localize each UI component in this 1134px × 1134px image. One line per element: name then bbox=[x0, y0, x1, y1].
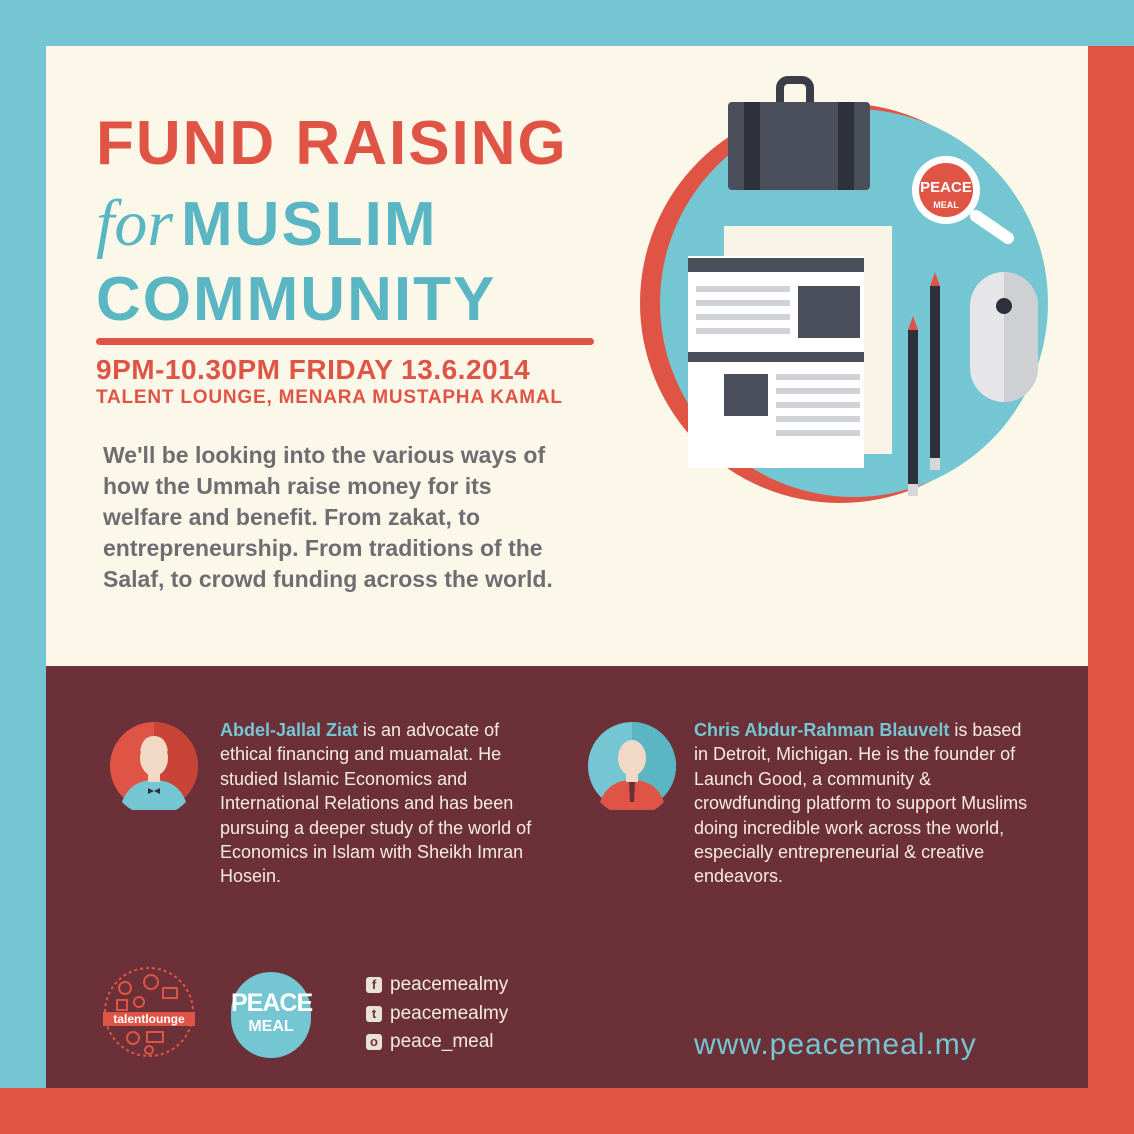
speaker-1-text: is an advocate of ethical financing and muamalat. He studied Islamic Economics and International Relations and has been pursuing a deeper study of the world of Economics in Islam with Sheikh Imran Hosein. bbox=[220, 720, 532, 887]
speaker-2-bio bbox=[694, 718, 1030, 889]
social-facebook[interactable] bbox=[366, 974, 508, 996]
speaker-1-bio bbox=[220, 718, 550, 889]
facebook-handle: peacemealmy bbox=[390, 974, 509, 995]
magnifier-badge-top: PEACE bbox=[920, 179, 972, 196]
newspaper-icon bbox=[688, 226, 892, 468]
office-illustration bbox=[640, 60, 1080, 530]
peace-meal-logo bbox=[231, 972, 311, 1058]
avatar-speaker-1 bbox=[110, 722, 198, 810]
twitter-handle: peacemealmy bbox=[390, 1003, 509, 1024]
event-datetime: 9PM-10.30PM FRIDAY 13.6.2014 bbox=[96, 354, 531, 385]
frame-left bbox=[0, 0, 46, 1088]
title-line-2 bbox=[96, 186, 438, 262]
facebook-icon: f bbox=[366, 977, 382, 993]
title-line-1: FUND RAISING bbox=[96, 109, 568, 178]
event-venue: TALENT LOUNGE, MENARA MUSTAPHA KAMAL bbox=[96, 387, 563, 408]
frame-top bbox=[0, 0, 1134, 46]
event-description: We'll be looking into the various ways of how the Ummah raise money for its welfare and benefit. From zakat, to entrepreneurship. From traditions of the Salaf, to crowd funding across the world. bbox=[103, 442, 553, 592]
peace-meal-logo-bottom: MEAL bbox=[248, 1018, 294, 1035]
title-underline bbox=[96, 338, 594, 345]
social-instagram[interactable] bbox=[366, 1031, 494, 1053]
frame-right bbox=[1088, 46, 1134, 1134]
magnifier-badge-bottom: MEAL bbox=[933, 200, 959, 210]
speaker-2-text: is based in Detroit, Michigan. He is the founder of Launch Good, a community & crowdfunding platform to support Muslims doing incredible work across the world, especially entrepreneurial & creative endeavors. bbox=[694, 720, 1028, 887]
twitter-icon: t bbox=[366, 1006, 382, 1022]
briefcase-icon bbox=[728, 80, 870, 190]
speaker-1-name: Abdel-Jallal Ziat bbox=[220, 720, 359, 740]
avatar-speaker-2 bbox=[588, 722, 676, 810]
title-for: for bbox=[96, 187, 174, 260]
social-twitter[interactable] bbox=[366, 1003, 508, 1025]
frame-bottom bbox=[0, 1088, 1134, 1134]
instagram-icon: o bbox=[366, 1034, 382, 1050]
website-link[interactable]: www.peacemeal.my bbox=[694, 1028, 977, 1061]
mouse-icon bbox=[970, 272, 1038, 402]
instagram-handle: peace_meal bbox=[390, 1031, 494, 1052]
talent-lounge-logo bbox=[103, 966, 195, 1058]
speaker-2-name: Chris Abdur-Rahman Blauvelt bbox=[694, 720, 950, 740]
talent-lounge-text: talentlounge bbox=[113, 1012, 185, 1026]
title-line-3: COMMUNITY bbox=[96, 265, 497, 334]
peace-meal-logo-top: PEACE bbox=[231, 989, 313, 1017]
title-muslim: MUSLIM bbox=[181, 190, 438, 259]
